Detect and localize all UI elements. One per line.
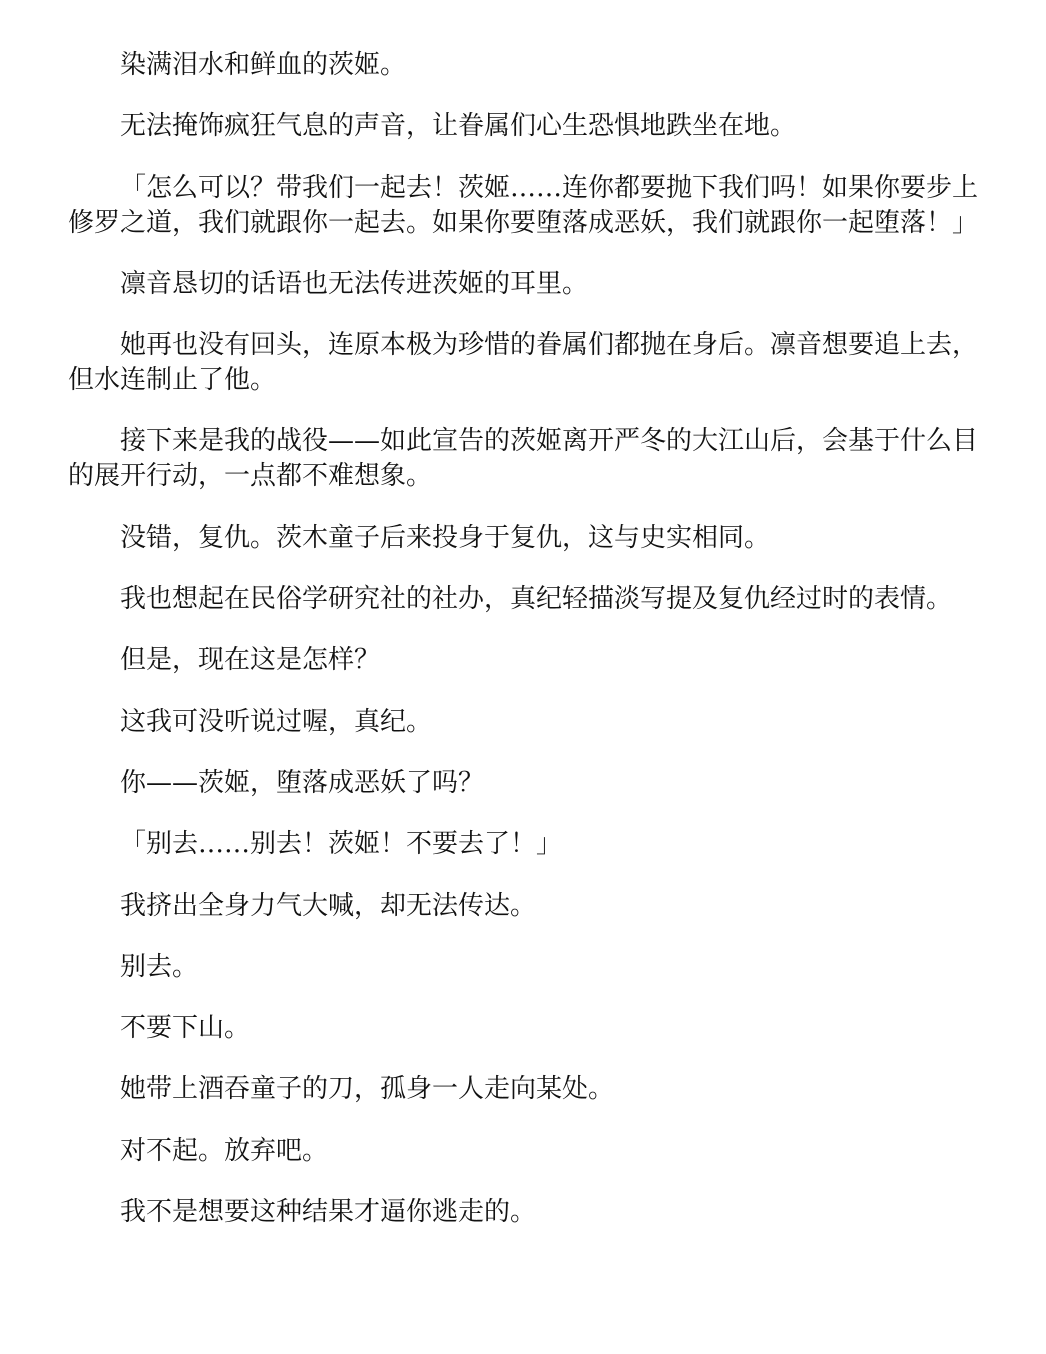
paragraph: 这我可没听说过喔，真纪。 <box>120 706 433 737</box>
document-body <box>68 48 978 1256</box>
paragraph: 别去。 <box>120 951 199 982</box>
paragraph: 对不起。放弃吧。 <box>120 1135 329 1166</box>
paragraph: 没错，复仇。茨木童子后来投身于复仇，这与史实相同。 <box>120 522 771 553</box>
paragraph: 「别去……别去！茨姬！不要去了！」 <box>120 829 563 860</box>
paragraph: 我不是想要这种结果才逼你逃走的。 <box>120 1197 537 1228</box>
paragraph: 她再也没有回头，连原本极为珍惜的眷属们都抛在身后。凛音想要追上去，但水连制止了他。 <box>68 330 979 396</box>
paragraph: 凛音恳切的话语也无法传进茨姬的耳里。 <box>120 268 589 299</box>
paragraph: 我挤出全身力气大喊，却无法传达。 <box>120 890 537 921</box>
paragraph: 染满泪水和鲜血的茨姬。 <box>120 50 407 80</box>
paragraph: 接下来是我的战役——如此宣告的茨姬离开严冬的大江山后，会基于什么目的展开行动，一点都不难想象。 <box>68 426 979 492</box>
paragraph: 我也想起在民俗学研究社的社办，真纪轻描淡写提及复仇经过时的表情。 <box>120 584 953 615</box>
paragraph: 无法掩饰疯狂气息的声音，让眷属们心生恐惧地跌坐在地。 <box>120 111 797 142</box>
paragraph: 你——茨姬，堕落成恶妖了吗？ <box>120 767 485 798</box>
paragraph: 但是，现在这是怎样？ <box>120 645 381 676</box>
paragraph: 她带上酒吞童子的刀，孤身一人走向某处。 <box>120 1074 615 1105</box>
paragraph: 不要下山。 <box>120 1013 251 1044</box>
paragraph: 「怎么可以？带我们一起去！茨姬……连你都要抛下我们吗！如果你要步上修罗之道，我们就跟你一起去。如果你要堕落成恶妖，我们就跟你一起堕落！」 <box>68 172 979 238</box>
